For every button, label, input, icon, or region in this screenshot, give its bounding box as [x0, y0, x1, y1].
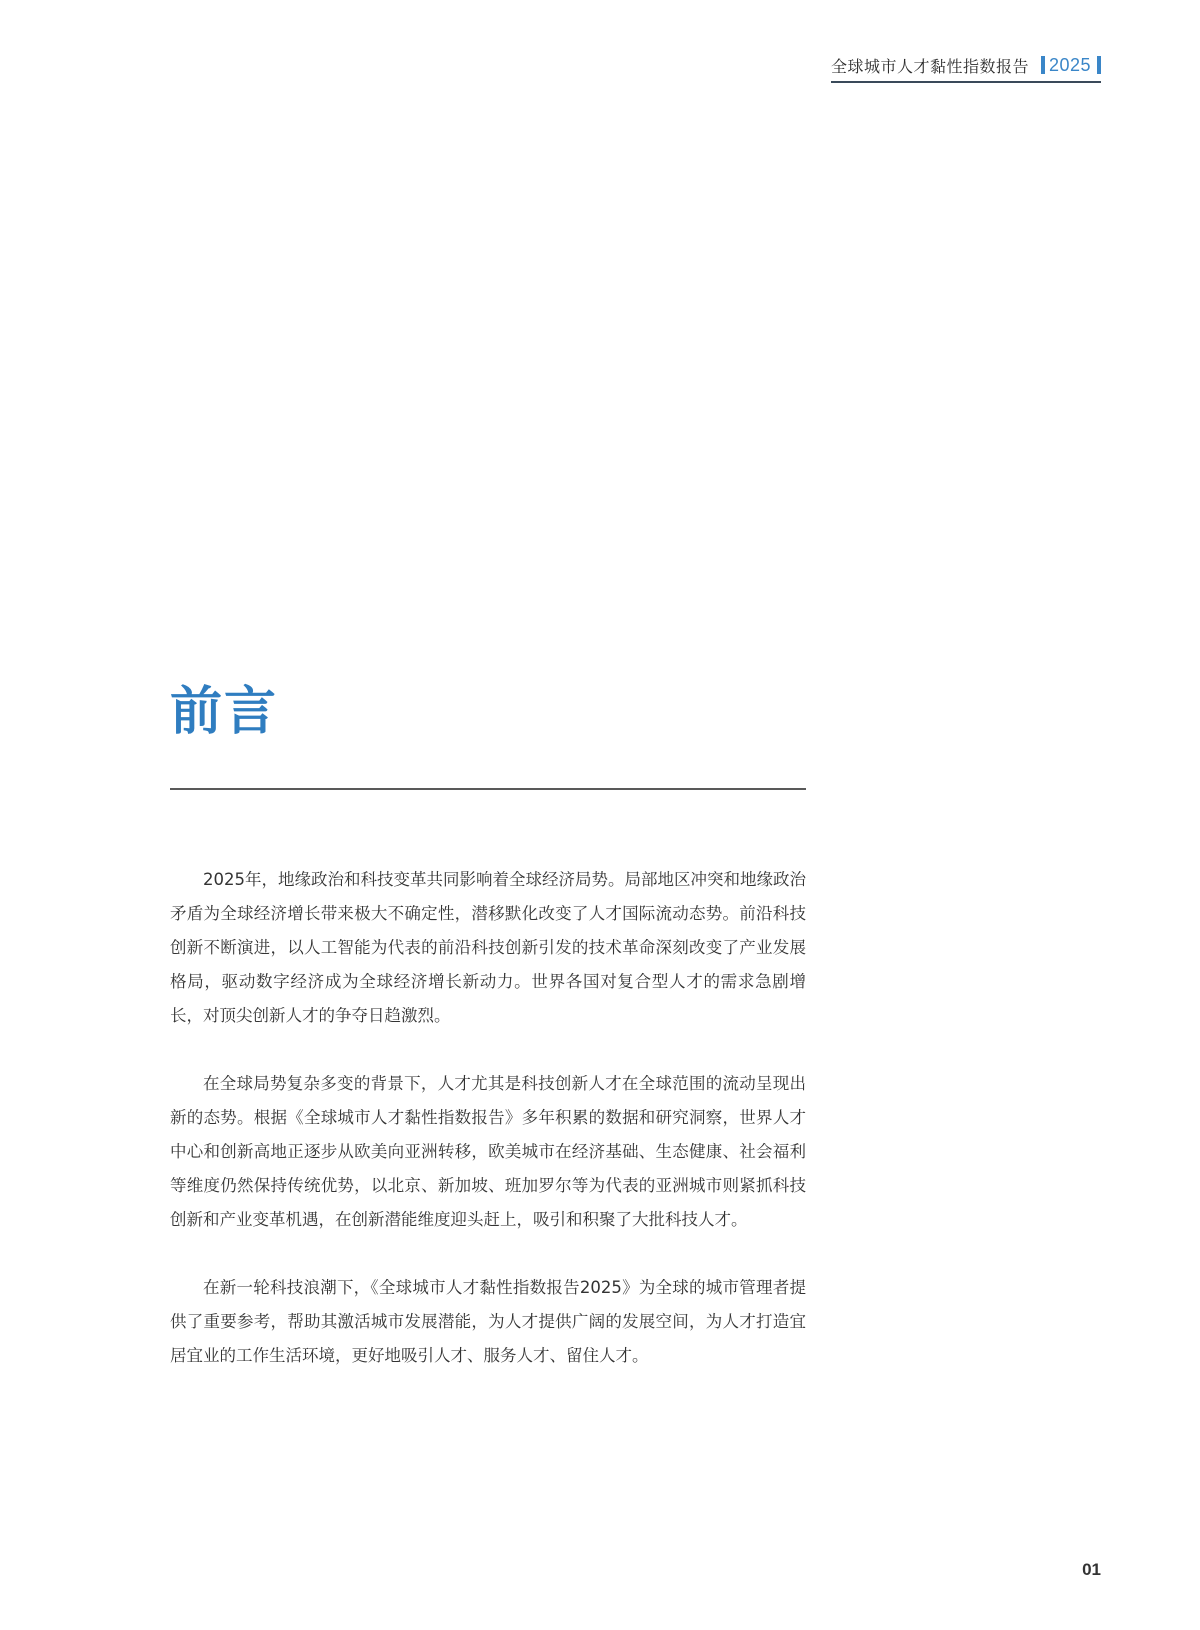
preface-body: [170, 863, 806, 1407]
title-divider: [170, 788, 806, 790]
section-title: 前言: [170, 682, 279, 742]
report-year: 2025: [1048, 54, 1091, 75]
paragraph-1: 2025年，地缘政治和科技变革共同影响着全球经济局势。局部地区冲突和地缘政治矛盾为全球经济增长带来极大不确定性，潜移默化改变了人才国际流动态势。前沿科技创新不断演进，以人工智能为代表的前沿科技创新引发的技术革命深刻改变了产业发展格局，驱动数字经济成为全球经济增长新动力。世界各国对复合型人才的需求急剧增长，对顶尖创新人才的争夺日趋激烈。: [170, 870, 806, 1025]
header-accent-bar-right: [1097, 56, 1101, 74]
paragraph-3: 在新一轮科技浪潮下，《全球城市人才黏性指数报告2025》为全球的城市管理者提供了重要参考，帮助其激活城市发展潜能，为人才提供广阔的发展空间，为人才打造宜居宜业的工作生活环境，更好地吸引人才、服务人才、留住人才。: [170, 1278, 806, 1365]
page-number: 01: [1082, 1560, 1101, 1579]
page-header: [831, 52, 1101, 83]
paragraph-2: 在全球局势复杂多变的背景下，人才尤其是科技创新人才在全球范围的流动呈现出新的态势。根据《全球城市人才黏性指数报告》多年积累的数据和研究洞察，世界人才中心和创新高地正逐步从欧美向亚洲转移，欧美城市在经济基础、生态健康、社会福利等维度仍然保持传统优势，以北京、新加坡、班加罗尔等为代表的亚洲城市则紧抓科技创新和产业变革机遇，在创新潜能维度迎头赶上，吸引和积聚了大批科技人才。: [170, 1074, 806, 1229]
header-accent-bar-left: [1041, 56, 1045, 74]
report-title: 全球城市人才黏性指数报告: [830, 56, 1029, 76]
